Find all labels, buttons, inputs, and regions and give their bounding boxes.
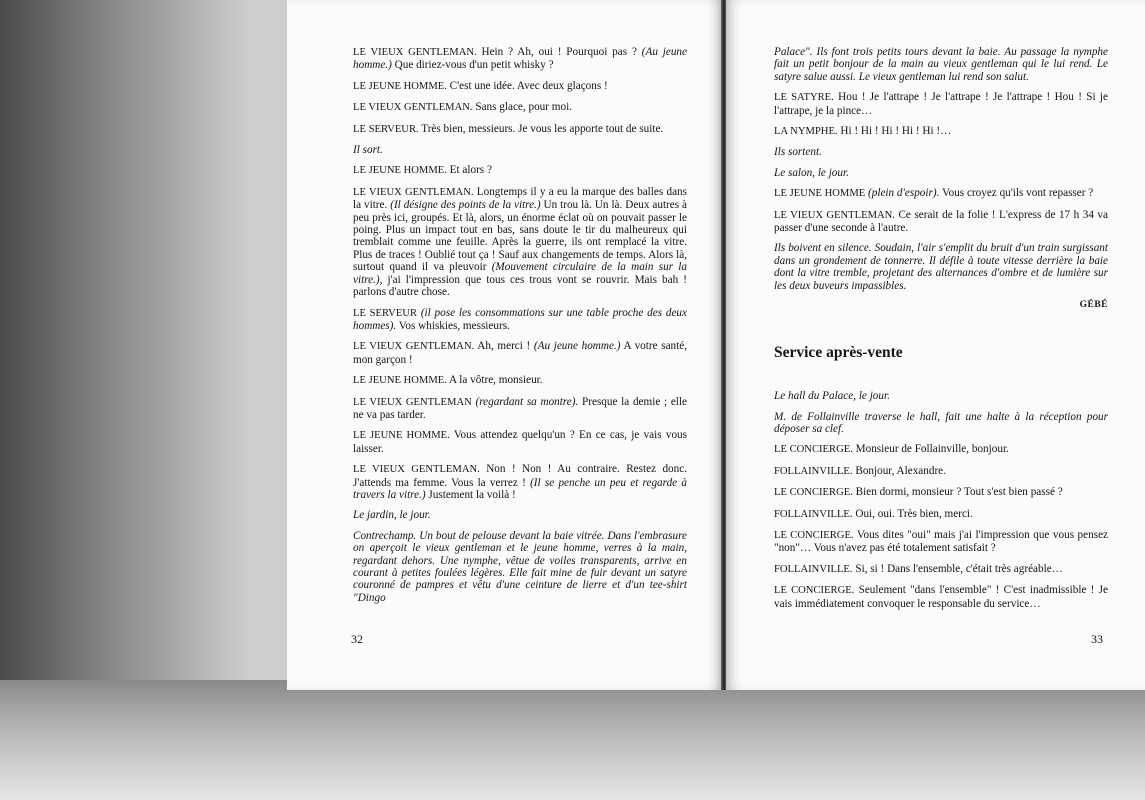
dialogue-text: Bonjour, Alexandre. [852,464,946,477]
speaker-name: LE JEUNE HOMME. [353,165,447,177]
stage-direction: Contrechamp. Un bout de pelouse devant la baie vitrée. Dans l'embrasure on aperçoit le vieux gentleman et le jeune homme, verres à la main, regardant dehors. Une nymphe, vêtue de voiles transparents, arrive en courant à petites foulées légères. Elle fait mine de fuir devant un satyre couronné de pampres et vêtu d'une ceinture de lierre et d'un tee-shirt "Dingo [353,529,687,604]
dialogue-text: C'est une idée. Avec deux glaçons ! [446,79,608,92]
dialogue-line [774,563,1108,576]
stage-direction: (il pose les consommations sur une table proche des deux hommes). [353,306,687,332]
stage-direction: (Au jeune homme.) [533,340,621,353]
speaker-name: LE SERVEUR. [353,123,419,135]
dialogue-line [353,80,687,93]
stage-direction: (Mouvement circulaire de la main sur la vitre.) [353,261,687,286]
speaker-name: LE VIEUX GENTLEMAN. [353,102,473,114]
scan-background [0,680,1145,800]
dialogue-text: Vous attendez quelqu'un ? En ce cas, je vais vous laisser. [353,429,687,455]
speaker-name: LA NYMPHE. [774,126,838,138]
dialogue-text: Vous dites "oui" mais j'ai l'impression que vous pensez "non"… Vous n'avez pas été totalement satisfait ? [774,528,1108,555]
stage-direction: (Il se penche un peu et regarde à travers la vitre.) [353,476,687,501]
left-page [287,0,723,690]
section-heading: Service après-vente [774,344,903,362]
dialogue-text: Hou ! Je l'attrape ! Je l'attrape ! Je l'attrape ! Hou ! Si je l'attrape, je la pince… [774,91,1108,117]
dialogue-line [774,584,1108,610]
right-text-column [774,46,1108,618]
page-number: 32 [351,632,363,646]
dialogue-line [774,91,1108,117]
dialogue-text: Longtemps il y a eu la marque des balles dans la vitre. [353,185,687,212]
stage-direction: (plein d'espoir). [865,187,940,200]
dialogue-text: Monsieur de Follainville, bonjour. [852,443,1009,456]
dialogue-text: Bien dormi, monsieur ? Tout s'est bien passé ? [852,486,1063,499]
speaker-name: LE VIEUX GENTLEMAN [353,396,472,408]
speaker-name: LE VIEUX GENTLEMAN. [353,464,480,476]
dialogue-text: Justement la voilà ! [425,488,516,501]
dialogue-line [774,508,1108,521]
stage-direction: Il sort. [353,144,383,157]
scene-heading: Le hall du Palace, le jour. [774,390,890,403]
dialogue-text: , j'ai l'impression que tous ces trous vont se rouvrir. Mais bah ! parlons d'autre chose. [353,273,687,299]
page-number: 33 [1091,632,1103,646]
dialogue-text: Ah, merci ! [474,340,534,353]
dialogue-text: Si, si ! Dans l'ensemble, c'était très agréable… [852,562,1063,575]
speaker-name: LE CONCIERGE. [774,444,853,456]
dialogue-text: A la vôtre, monsieur. [446,374,543,387]
speaker-name: LE CONCIERGE. [774,487,853,499]
stage-direction: (Il désigne des points de la vitre.) [390,199,541,212]
dialogue-line [353,101,687,114]
dialogue-line [353,463,687,501]
dialogue-text: Presque la demie ; elle ne va pas tarder. [353,395,687,421]
dialogue-text: A votre santé, mon garçon ! [353,340,687,366]
dialogue-text: Ce serait de la folie ! L'express de 17 h 34 va passer d'une seconde à l'autre. [774,208,1108,235]
stage-direction: Palace". Ils font trois petits tours devant la baie. Au passage la nymphe fait un petit bonjour de la main au vieux gentleman qui le lui rend. Le satyre salue aussi. Le vieux gentleman lui rend son salut. [774,46,1108,83]
dialogue-text: Vos whiskies, messieurs. [396,319,510,332]
dialogue-text: Et alors ? [446,164,492,177]
speaker-name: LE JEUNE HOMME. [353,375,447,387]
speaker-name: LE SATYRE. [774,92,834,104]
dialogue-text: Non ! Non ! Au contraire. Restez donc. J'attends ma femme. Vous la verrez ! [353,463,687,489]
speaker-name: LE JEUNE HOMME [774,188,866,200]
stage-direction: Ils sortent. [774,146,822,159]
dialogue-line [353,429,687,455]
stage-direction: (Au jeune homme.) [353,46,687,72]
speaker-name: FOLLAINVILLE. [774,465,853,477]
dialogue-line [774,443,1108,456]
dialogue-line [774,187,1108,200]
author-signature: GÉBÉ [1079,300,1108,311]
speaker-name: LE CONCIERGE. [774,529,854,541]
dialogue-line [353,396,687,422]
dialogue-text: Hi ! Hi ! Hi ! Hi ! Hi !… [837,125,952,138]
right-page [726,0,1145,690]
dialogue-line [774,125,1108,138]
dialogue-line [353,123,687,136]
speaker-name: LE VIEUX GENTLEMAN. [353,47,477,58]
scene-heading: Le jardin, le jour. [353,509,431,522]
dialogue-text: Hein ? Ah, oui ! Pourquoi pas ? [476,46,642,58]
dialogue-line [353,340,687,366]
dialogue-line [353,307,687,333]
speaker-name: LE VIEUX GENTLEMAN. [353,341,475,353]
speaker-name: FOLLAINVILLE. [774,563,853,575]
dialogue-text: Seulement "dans l'ensemble" ! C'est inadmissible ! Je vais immédiatement convoquer le responsable du service… [774,584,1109,610]
dialogue-line [774,529,1108,555]
speaker-name: LE JEUNE HOMME. [353,80,447,92]
speaker-name: LE VIEUX GENTLEMAN. [353,186,474,198]
dialogue-line [353,186,687,299]
scene-heading: Le salon, le jour. [774,166,849,179]
speaker-name: LE JEUNE HOMME. [353,430,450,442]
stage-direction: (regardant sa montre). [471,395,579,408]
dialogue-line [353,164,687,177]
dialogue-line [774,465,1108,478]
dialogue-text: Que diriez-vous d'un petit whisky ? [391,59,554,72]
speaker-name: LE SERVEUR [353,307,418,319]
dialogue-text: Oui, oui. Très bien, merci. [852,507,973,520]
speaker-name: LE CONCIERGE. [774,585,855,597]
dialogue-text: Un trou là. Un là. Deux autres à peu près ici, groupés. Et là, alors, un énorme éclat où on pouvait passer le poing. Plus un impact tout en bas, sans doute le tir du malheureux qui tremblait comme une feuille. Après la guerre, ils ont remplacé la vitre. Plus de traces ! Oublié tout ça ! Sauf aux changements de temps. Alors là, surtout quand il va pleuvoir [353,199,687,274]
dialogue-line [353,374,687,387]
dialogue-text: Très bien, messieurs. Je vous les apporte tout de suite. [418,122,664,135]
stage-direction: M. de Follainville traverse le hall, fait une halte à la réception pour déposer sa clef. [774,410,1108,435]
dialogue-text: Sans glace, pour moi. [472,101,572,114]
dialogue-line [774,209,1108,235]
speaker-name: LE VIEUX GENTLEMAN. [774,209,895,221]
dialogue-line [774,486,1108,499]
stage-direction: Ils boivent en silence. Soudain, l'air s'emplit du bruit d'un train surgissant dans un grondement de tonnerre. Il défile à toute vitesse derrière la baie dont la vitre tremble, projetant des alternances d'ombre et de lumière sur les deux buveurs impassibles. [774,242,1108,292]
dialogue-text: Vous croyez qu'ils vont repasser ? [939,187,1094,200]
speaker-name: FOLLAINVILLE. [774,508,853,520]
dialogue-line [353,46,687,72]
left-text-column [353,46,687,612]
